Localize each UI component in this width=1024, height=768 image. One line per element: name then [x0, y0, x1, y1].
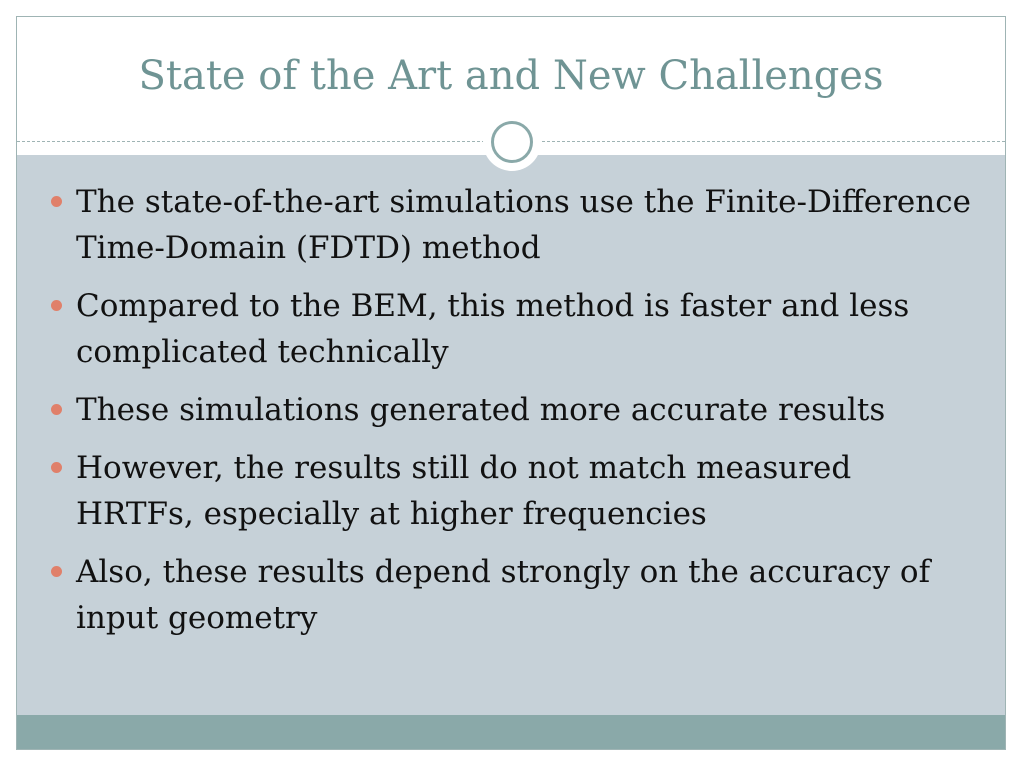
bullet-text: Also, these results depend strongly on the accuracy of input geometry — [76, 554, 931, 636]
bullet-item — [51, 445, 971, 537]
bullet-dot-icon — [51, 404, 62, 415]
slide-title: State of the Art and New Challenges — [138, 53, 884, 99]
slide — [16, 16, 1006, 750]
bullet-list — [51, 179, 971, 653]
bullet-item — [51, 283, 971, 375]
bullet-item — [51, 387, 971, 433]
bullet-text: These simulations generated more accurate results — [76, 392, 886, 428]
circle-ornament-icon — [483, 113, 541, 171]
bullet-dot-icon — [51, 462, 62, 473]
bullet-item — [51, 549, 971, 641]
bullet-dot-icon — [51, 196, 62, 207]
bullet-text: Compared to the BEM, this method is faster and less complicated technically — [76, 288, 910, 370]
bullet-dot-icon — [51, 300, 62, 311]
footer-band — [17, 715, 1005, 749]
circle-ornament-ring — [491, 121, 533, 163]
bullet-item — [51, 179, 971, 271]
bullet-text: The state-of-the-art simulations use the Finite-Difference Time-Domain (FDTD) method — [76, 184, 971, 266]
bullet-dot-icon — [51, 566, 62, 577]
bullet-text: However, the results still do not match measured HRTFs, especially at higher frequencies — [76, 450, 852, 532]
